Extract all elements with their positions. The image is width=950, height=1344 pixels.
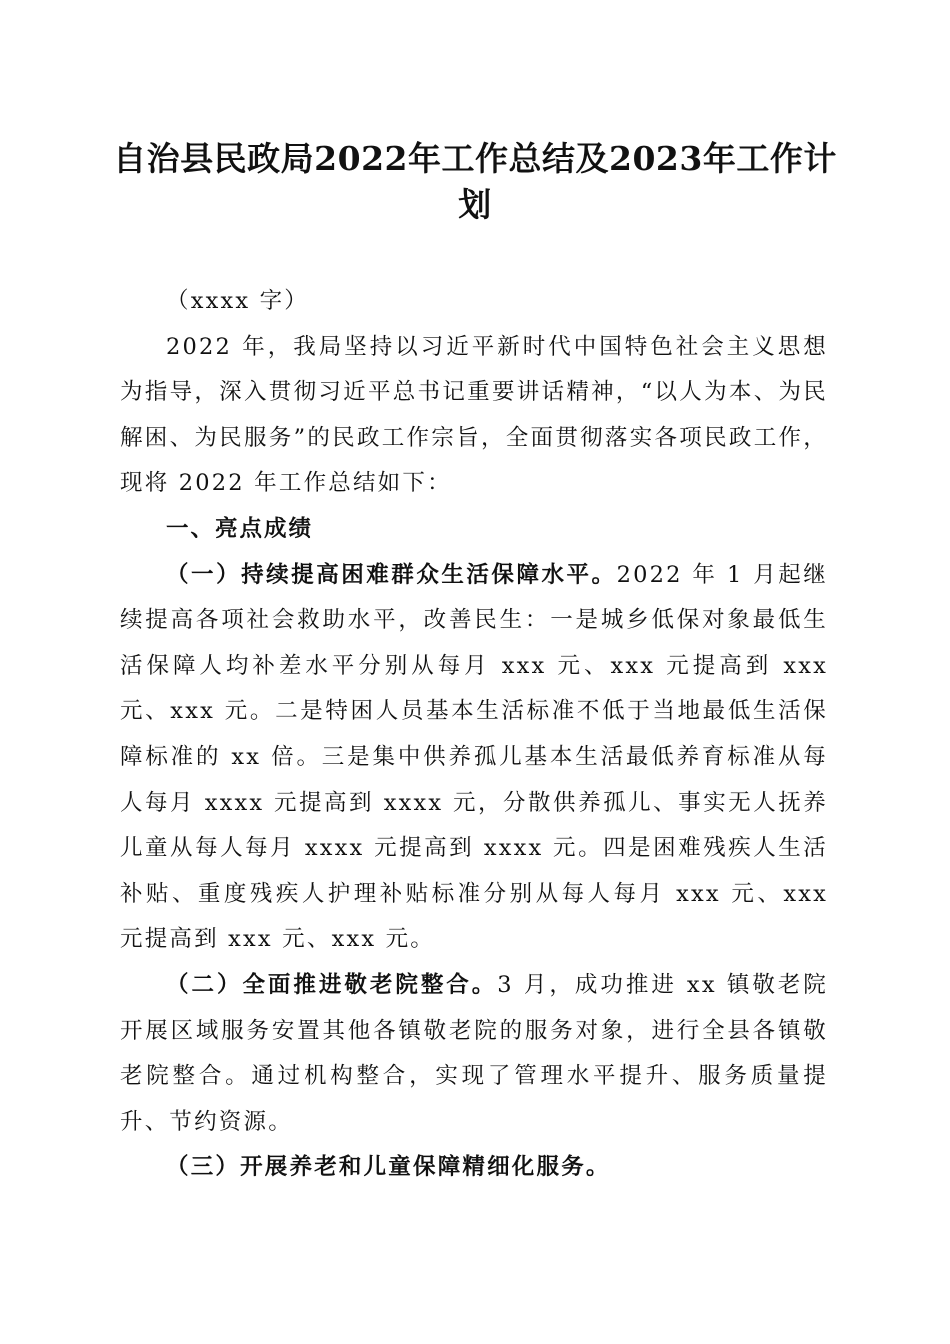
item-paragraph-1 xyxy=(120,553,828,963)
item-heading-1: （一）持续提高困难群众生活保障水平。 xyxy=(166,561,617,588)
item-text-1: 2022 年 1 月起继续提高各项社会救助水平，改善民生：一是城乡低保对象最低生活保障人均补差水平分别从每月 xxx 元、xxx 元提高到 xxx 元、xxx 元。二是特困人员基本生活标准不低于当地最低生活保障标准的 xx 倍。三是集中供养孤儿基本生活最低养育标准从每人每月 xxxx 元提高到 xxxx 元，分散供养孤儿、事实无人抚养儿童从每人每月 xxxx 元提高到 xxxx 元。四是困难残疾人生活补贴、重度残疾人护理补贴标准分别从每人每月 xxx 元、xxx 元提高到 xxx 元、xxx 元。 xyxy=(120,561,828,953)
document-title: 自治县民政局2022年工作总结及2023年工作计划 xyxy=(113,139,837,224)
item-text-2: 3 月，成功推进 xx 镇敬老院开展区域服务安置其他各镇敬老院的服务对象，进行全县各镇敬老院整合。通过机构整合，实现了管理水平提升、服务质量提升、节约资源。 xyxy=(120,971,828,1135)
item-heading-3: （三）开展养老和儿童保障精细化服务。 xyxy=(166,1154,611,1181)
intro-paragraph: 2022 年，我局坚持以习近平新时代中国特色社会主义思想为指导，深入贯彻习近平总书记重要讲话精神，“以人为本、为民解困、为民服务”的民政工作宗旨，全面贯彻落实各项民政工作，现将 2022 年工作总结如下： xyxy=(120,333,828,497)
word-count: （xxxx 字） xyxy=(166,288,310,314)
item-paragraph-2 xyxy=(120,963,828,1145)
item-paragraph-3 xyxy=(120,1145,828,1191)
document-body xyxy=(120,279,828,1191)
item-heading-2: （二）全面推进敬老院整合。 xyxy=(166,971,498,998)
section-heading-highlights: 一、亮点成绩 xyxy=(166,515,314,542)
